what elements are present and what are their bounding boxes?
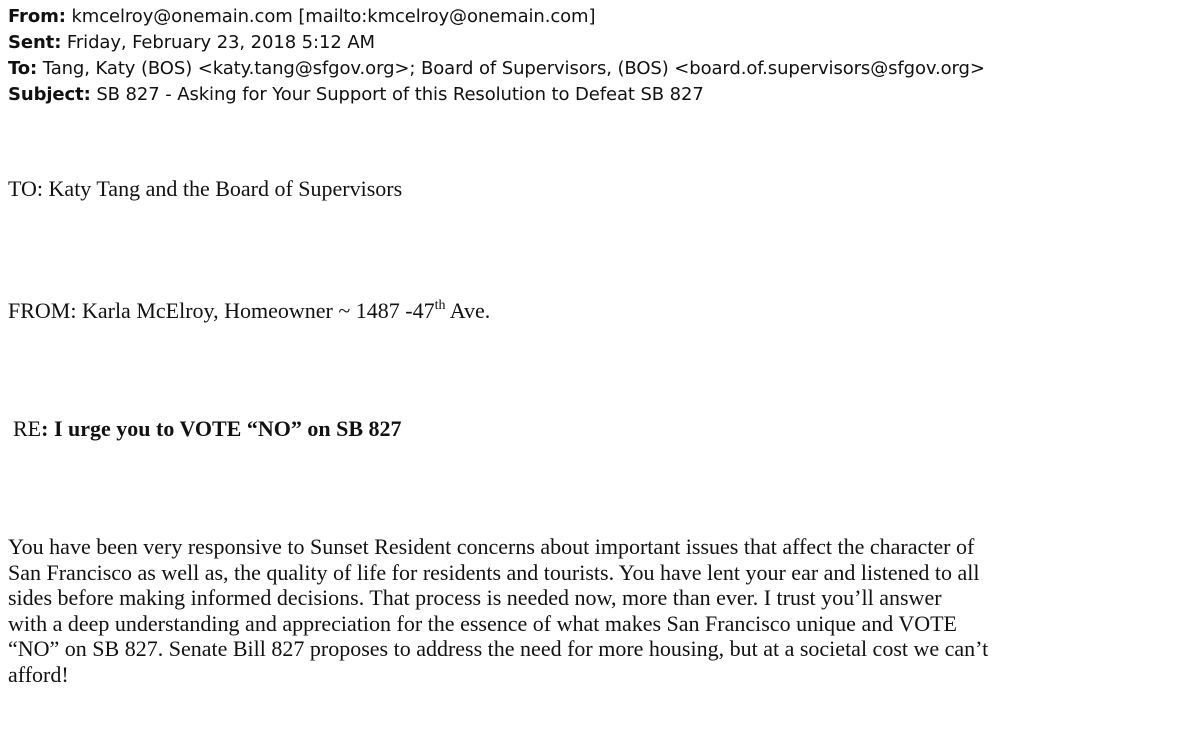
to-label: To: bbox=[8, 58, 38, 79]
subject-label: Subject: bbox=[8, 84, 91, 105]
letter-from-line bbox=[8, 296, 490, 326]
paragraph-line: San Francisco as well as, the quality of life for residents and tourists. You have lent your ear and listened to all bbox=[8, 559, 980, 585]
paragraph-line: “NO” on SB 827. Senate Bill 827 proposes to address the need for more housing, but at a societal cost we can’t bbox=[8, 636, 989, 661]
from-line-prefix: FROM: Karla McElroy, Homeowner ~ 1487 -47 bbox=[8, 298, 435, 323]
paragraph-line: You have been very responsive to Sunset Resident concerns about important issues that affect the character of bbox=[8, 534, 975, 559]
paragraph-line: afford! bbox=[8, 661, 69, 687]
re-subject: : I urge you to VOTE “NO” on SB 827 bbox=[41, 416, 402, 441]
to-row bbox=[8, 56, 985, 82]
email-header bbox=[8, 4, 985, 108]
to-value: Tang, Katy (BOS) <katy.tang@sfgov.org>; Board of Supervisors, (BOS) <board.of.supervisors@sfgov.org> bbox=[42, 58, 985, 79]
letter-re-line bbox=[13, 414, 402, 444]
sent-label: Sent: bbox=[8, 32, 62, 53]
sent-row bbox=[8, 30, 985, 56]
sent-value: Friday, February 23, 2018 5:12 AM bbox=[66, 32, 375, 53]
from-line-suffix: Ave. bbox=[445, 298, 491, 323]
from-row bbox=[8, 4, 985, 30]
paragraph-line: with a deep understanding and appreciation for the essence of what makes San Francisco unique and VOTE bbox=[8, 610, 957, 636]
subject-value: SB 827 - Asking for Your Support of this Resolution to Defeat SB 827 bbox=[96, 84, 704, 105]
re-prefix: RE bbox=[13, 416, 42, 441]
from-value: kmcelroy@onemain.com [mailto:kmcelroy@onemain.com] bbox=[71, 6, 596, 27]
paragraph-line: sides before making informed decisions. That process is needed now, more than ever. I trust you’ll answer bbox=[8, 585, 942, 610]
from-label: From: bbox=[8, 6, 66, 27]
letter-paragraph bbox=[8, 534, 1193, 687]
from-line-superscript: th bbox=[434, 298, 446, 313]
letter-to-line: TO: Katy Tang and the Board of Supervisors bbox=[8, 176, 403, 201]
subject-row bbox=[8, 82, 985, 108]
